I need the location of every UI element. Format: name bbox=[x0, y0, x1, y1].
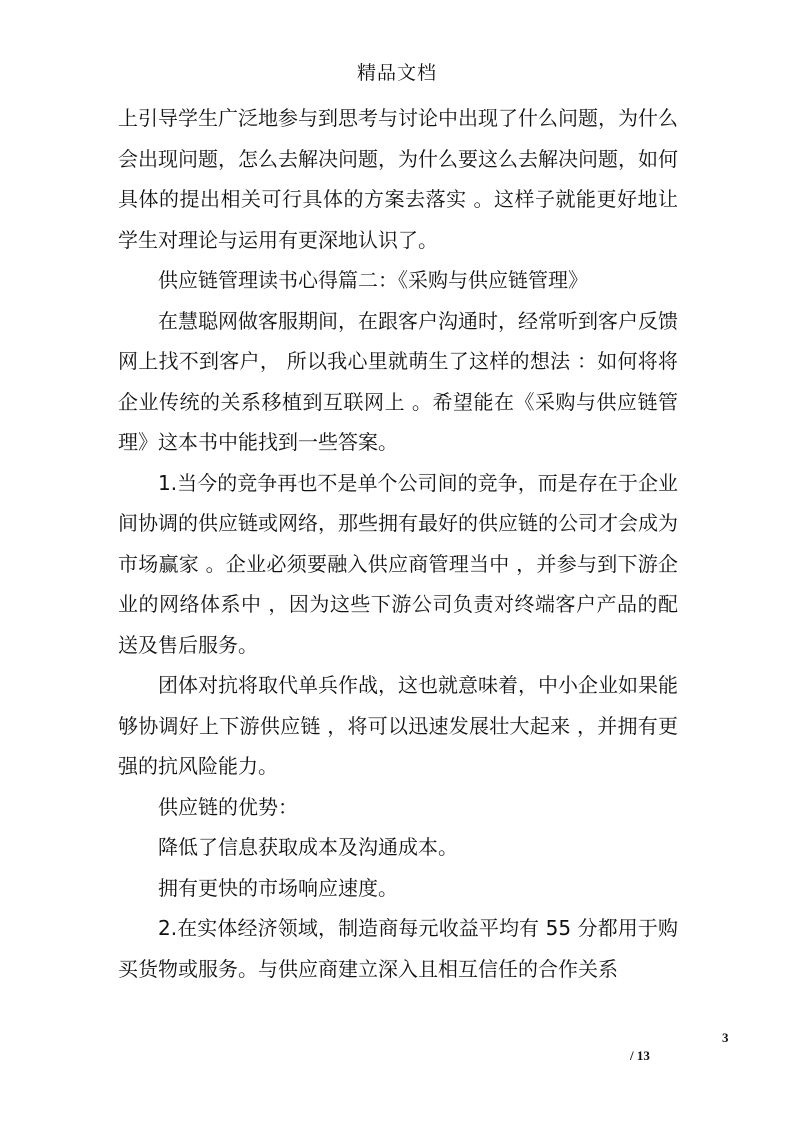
paragraph: 拥有更快的市场响应速度。 bbox=[158, 875, 398, 900]
paragraph: 降低了信息获取成本及沟通成本。 bbox=[158, 835, 458, 859]
paragraph: 2.在实体经济领域，制造商每元收益平均有 55 分都用于购买货物或服务。与供应商建立深入且相互信任的合作关系 bbox=[118, 916, 678, 981]
document-body bbox=[118, 98, 678, 989]
paragraph: 在慧聪网做客服期间，在跟客户沟通时，经常听到客户反馈网上找不到客户， 所以我心里就萌生了这样的想法 ：如何将将企业传统的关系移植到互联网上 。希望能在《采购与供应链管理》这本书中能找到一些答案。 bbox=[118, 308, 678, 454]
paragraph: 团体对抗将取代单兵作战，这也就意味着，中小企业如果能够协调好上下游供应链 ，将可以迅速发展壮大起来 ，并拥有更强的抗风险能力。 bbox=[118, 673, 678, 778]
page-number: 3 bbox=[722, 1030, 729, 1045]
page-header-title: 精品文档 bbox=[356, 62, 437, 84]
page-total: / 13 bbox=[630, 1048, 650, 1063]
section-heading: 供应链管理读书心得篇二：《采购与供应链管理》 bbox=[158, 268, 588, 292]
paragraph: 1.当今的竞争再也不是单个公司间的竞争，而是存在于企业间协调的供应链或网络，那些拥有最好的供应链的公司才会成为市场赢家 。企业必须要融入供应商管理当中 ，并参与到下游企业的网络体系中 ，因为这些下游公司负责对终端客户产品的配送及售后服务。 bbox=[118, 470, 678, 657]
paragraph: 供应链的优势： bbox=[158, 794, 298, 819]
paragraph-continuation: 上引导学生广泛地参与到思考与讨论中出现了什么问题，为什么会出现问题，怎么去解决问题，为什么要这么去解决问题，如何具体的提出相关可行具体的方案去落实 。这样子就能更好地让学生对理论与运用有更深地认识了。 bbox=[118, 106, 678, 252]
